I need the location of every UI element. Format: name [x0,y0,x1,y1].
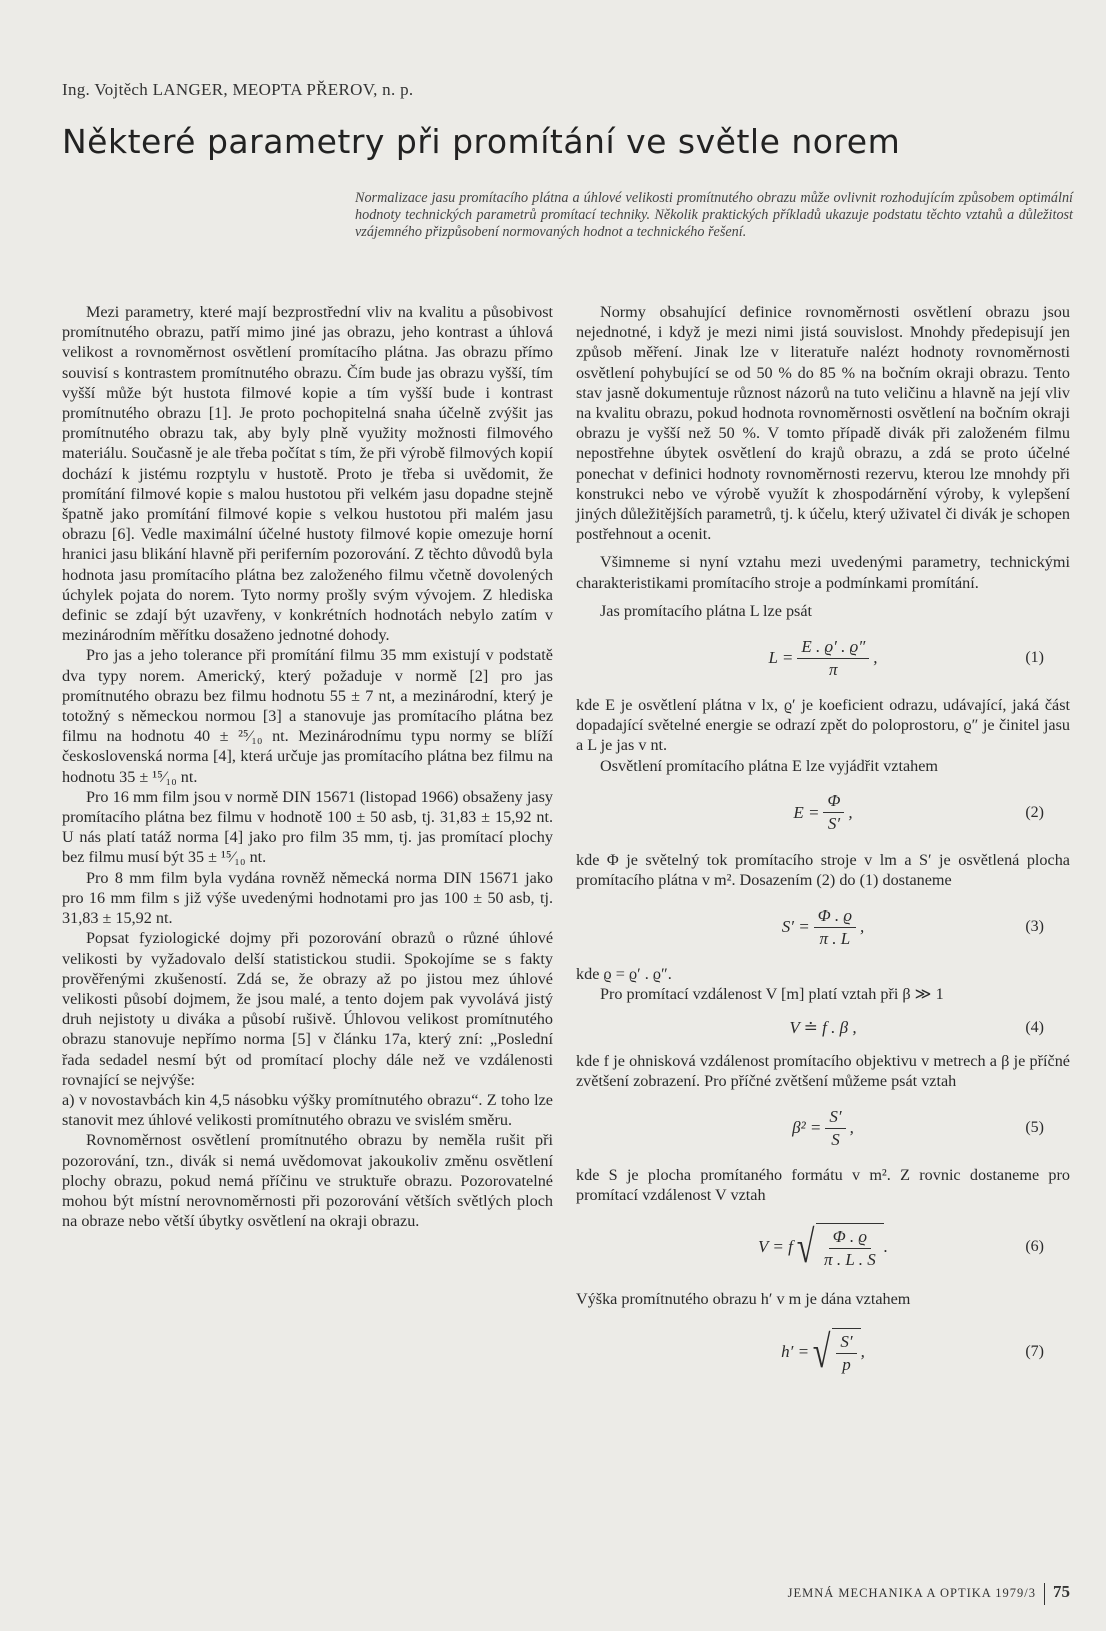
eq2-tail: , [848,802,853,822]
eq1-fraction [797,636,869,681]
paragraph: Normy obsahující definice rovnoměrnosti osvětlení obrazu jsou nejednotné, i když je mezi nimi jistá souvislost. Mnohdy předepisují jen způsob měření. Jinak lze v literatuře nalézt hodnoty rovnoměrnosti osvětlení pohybující se od 50 % do 85 % na bočním okraji obrazu. Tento stav jasně dokumentuje různost názorů na tuto veličinu a hlavně na její vliv na kvalitu obrazu, pokud hodnota rovnoměrnosti osvětlení na bočním okraji obrazu je vyšší než 50 %. V tomto případě divák při založeném filmu nepostřehne úbytek osvětlení do krajů obrazu, a zdá se proto účelné ponechat v definici hodnoty rovnoměrnosti rezervu, kterou lze mnohdy při konstrukci nebo ve výrobě využít k zhospodárnění výroby, k vylepšení jiných důležitějších parametrů, tj. k účelu, který uživatel či divák je schopen postřehnout a ocenit. [576,303,1070,544]
eq7-tail: , [860,1341,865,1361]
eq2-label: (2) [1025,803,1044,821]
paragraph: Pro 16 mm film jsou v normě DIN 15671 (listopad 1966) obsaženy jasy promítacího plátna bez filmu v hodnotě 100 ± 50 asb, tj. 31,83 ± 15,92 nt. U nás platí tatáž norma [4] jako pro film 35 mm, tj. jas promítací plochy bez filmu musí být 35 ± ¹⁵⁄₁₀ nt. [62,787,553,867]
footer-divider [1044,1583,1045,1605]
paragraph: Jas promítacího plátna L lze psát [600,601,813,620]
right-column [576,302,1070,1394]
paragraph: Rovnoměrnost osvětlení promítnutého obrazu by neměla rušit při pozorování, tzn., divák si nemá uvědomovat jakoukoliv změnu osvětlení plochy obrazu, pokud nemá příčinu ve struktuře obrazu. Pozorovatelné mohou být místní nerovnoměrnosti při pozorování větších světlých ploch na obraze nebo větší úbytky osvětlení na okraji obrazu. [62,1131,553,1231]
paragraph: Mezi parametry, které mají bezprostřední vliv na kvalitu a působivost promítnutého obrazu, patří mimo jiné jas obrazu, jeho kontrast a úhlová velikost a rovnoměrnost osvětlení promítacího plátna. Jas obrazu přímo souvisí s kontrastem promítnutého obrazu. Čím bude jas obrazu vyšší, tím vyšší může být hustota filmové kopie a tím vyšší bude i kontrast promítnutého obrazu [1]. Je proto pochopitelná snaha účelně zvýšit jas promítnutého obrazu tak, aby byly plně využity možnosti filmového materiálu. Současně je ale třeba počítat s tím, že při výrobě filmových kopií dochází k jistému rozptylu v hustotě. Proto je třeba si uvědomit, že promítání filmové kopie s malou hustotou při velkém jasu dopadne stejně špatně jako promítání filmové kopie s velkou hustotou při malém jasu obrazu [6]. Vedle maximální účelné hustoty filmové kopie omezuje horní hranici jasu blikání hlavně při periferním pozorování. Z těchto důvodů byla hodnota jasu promítacího plátna bez založeného filmu včetně dovolených úchylek pojata do norem. Tyto normy prošly svým vývojem. Z hlediska definic se zdají být uzavřeny, v konkrétních hodnotách nebylo zatím v mezinárodním měřítku dosaženo jednotné dohody. [62,303,553,645]
eq3-numerator: Φ . ϱ [814,905,856,928]
eq1-tail: , [873,647,878,667]
equation-5 [576,1097,1070,1159]
paragraph: Pro 8 mm film byla vydána rovněž německá norma DIN 15671 jako pro 16 mm film s již výše uvedenými hodnotami pro jas 100 ± 50 asb, tj. 31,83 ± 15,92 nt. [62,868,553,928]
journal-name: JEMNÁ MECHANIKA A OPTIKA 1979/3 [787,1586,1036,1600]
eq1-label: (1) [1025,648,1044,666]
radical-sign: √ [812,1325,831,1377]
eq5-numerator: S′ [825,1106,845,1129]
eq7-radicand [832,1328,860,1376]
page-number: 75 [1053,1582,1070,1601]
equation-4 [576,1011,1070,1045]
eq7-lhs: h′ = [781,1341,810,1361]
eq6-fraction [820,1226,880,1271]
eq6-tail: . [883,1237,888,1257]
eq6-radicand [816,1223,884,1271]
eq1-numerator: E . ϱ′ . ϱ″ [797,636,869,659]
article-title: Některé parametry při promítání ve světle norem [62,122,901,161]
paragraph: Všimneme si nyní vztahu mezi uvedenými parametry, technickými charakteristikami promítacího stroje a podmínkami promítání. [576,553,1070,592]
eq1-denominator: π [829,659,838,679]
abstract: Normalizace jasu promítacího plátna a úhlové velikosti promítnutého obrazu může ovlivnit rozhodujícím způsobem optimální hodnoty technických parametrů promítací techniky. Několik praktických příkladů ukazuje podstatu těchto vztahů a důležitost vzájemného přizpůsobení normovaných hodnot a technického řešení. [355,190,1073,240]
paragraph: kde E je osvětlení plátna v lx, ϱ′ je koeficient odrazu, udávající, jaká část dopadající světelné energie se odrazí zpět do poloprostoru, ϱ″ je činitel jasu a L je jas v nt. [576,696,1070,755]
eq5-denominator: S [831,1129,840,1149]
eq7-numerator: S′ [836,1331,856,1354]
eq2-denominator: S′ [827,814,841,834]
paragraph: kde ϱ = ϱ′ . ϱ″. [576,965,672,984]
eq7-denominator: p [842,1354,851,1374]
page-footer [760,1582,1070,1605]
equation-6 [576,1211,1070,1283]
paragraph: kde Φ je světelný tok promítacího stroje v lm a S′ je osvětlená plocha promítacího plátna v m². Dosazením (2) do (1) dostaneme [576,850,1070,890]
paragraph: Osvětlení promítacího plátna E lze vyjádřit vztahem [600,756,939,775]
eq5-lhs: β² = [792,1117,822,1137]
eq1-lhs: L = [768,647,794,667]
eq7-fraction [836,1331,856,1376]
eq7-label: (7) [1025,1342,1044,1360]
eq5-label: (5) [1025,1118,1044,1136]
radical-sign: √ [796,1221,815,1273]
eq2-fraction [823,790,844,835]
paragraph: Pro jas a jeho tolerance při promítání filmu 35 mm existují v podstatě dva typy norem. Americký, který požaduje v normě [2] pro jas promítnutého obrazu bez filmu hodnotu 55 ± 7 nt, a mezinárodní, který je totožný s německou normou [3] a stanovuje jas promítacího plátna bez filmu na hodnotu 40 ± ²⁵⁄₁₀ nt. Mezinárodnímu typu normy se blíží československá norma [4], která určuje jas promítacího plátna bez filmu na hodnotu 35 ± ¹⁵⁄₁₀ nt. [62,646,553,786]
paragraph: a) v novostavbách kin 4,5 násobku výšky promítnutého obrazu“. Z toho lze stanovit mez úhlové velikosti promítnutého obrazu ve svislém směru. [62,1090,553,1130]
paragraph: kde S je plocha promítaného formátu v m². Z rovnic dostaneme pro promítací vzdálenost V vztah [576,1166,1070,1205]
eq5-fraction [825,1106,845,1151]
eq2-numerator: Φ [823,790,844,813]
eq3-tail: , [860,917,865,937]
eq7-sqrt [809,1325,860,1377]
paragraph: Výška promítnutého obrazu h′ v m je dána vztahem [576,1290,911,1309]
paragraph: Pro promítací vzdálenost V [m] platí vztah při β ≫ 1 [600,985,944,1004]
eq4-expression: V ≐ f . β , [789,1017,857,1037]
eq3-fraction [814,905,856,950]
equation-2 [576,782,1070,844]
eq5-tail: , [849,1117,854,1137]
eq6-label: (6) [1025,1238,1044,1256]
eq3-label: (3) [1025,918,1044,936]
eq6-numerator: Φ . ϱ [829,1226,871,1249]
eq6-denominator: π . L . S [824,1250,876,1270]
equation-3 [576,896,1070,958]
eq6-lhs: V = f [758,1237,793,1257]
paragraph: Popsat fyziologické dojmy při pozorování obrazů o různé úhlové velikosti by vyžadovalo delší statistickou studii. Spokojíme se s fakty prověřenými zkušeností. Zdá se, že obrazy až po jistou mez úhlové velikosti působí dojmem, že jsou malé, a tento dojem pak vyvolává jistý druh nejistoty u diváka a působí rušivě. Úhlovou velikost promítnutého obrazu stanovuje nepřímo norma [5] v článku 17a, který zní: „Poslední řada sedadel nesmí být od promítací plochy dále než ve vzdálenosti rovnající se nejvýše: [62,929,553,1089]
author-line: Ing. Vojtěch LANGER, MEOPTA PŘEROV, n. p. [62,80,414,99]
eq4-label: (4) [1025,1018,1044,1036]
eq6-sqrt [793,1223,884,1271]
eq3-lhs: S′ = [781,917,810,937]
eq3-denominator: π . L [819,928,851,948]
left-column [62,302,553,1231]
equation-1 [576,627,1070,689]
equation-7 [576,1316,1070,1388]
eq2-lhs: E = [793,802,820,822]
paragraph: kde f je ohnisková vzdálenost promítacího objektivu v metrech a β je příčné zvětšení zobrazení. Pro příčné zvětšení můžeme psát vztah [576,1051,1070,1090]
